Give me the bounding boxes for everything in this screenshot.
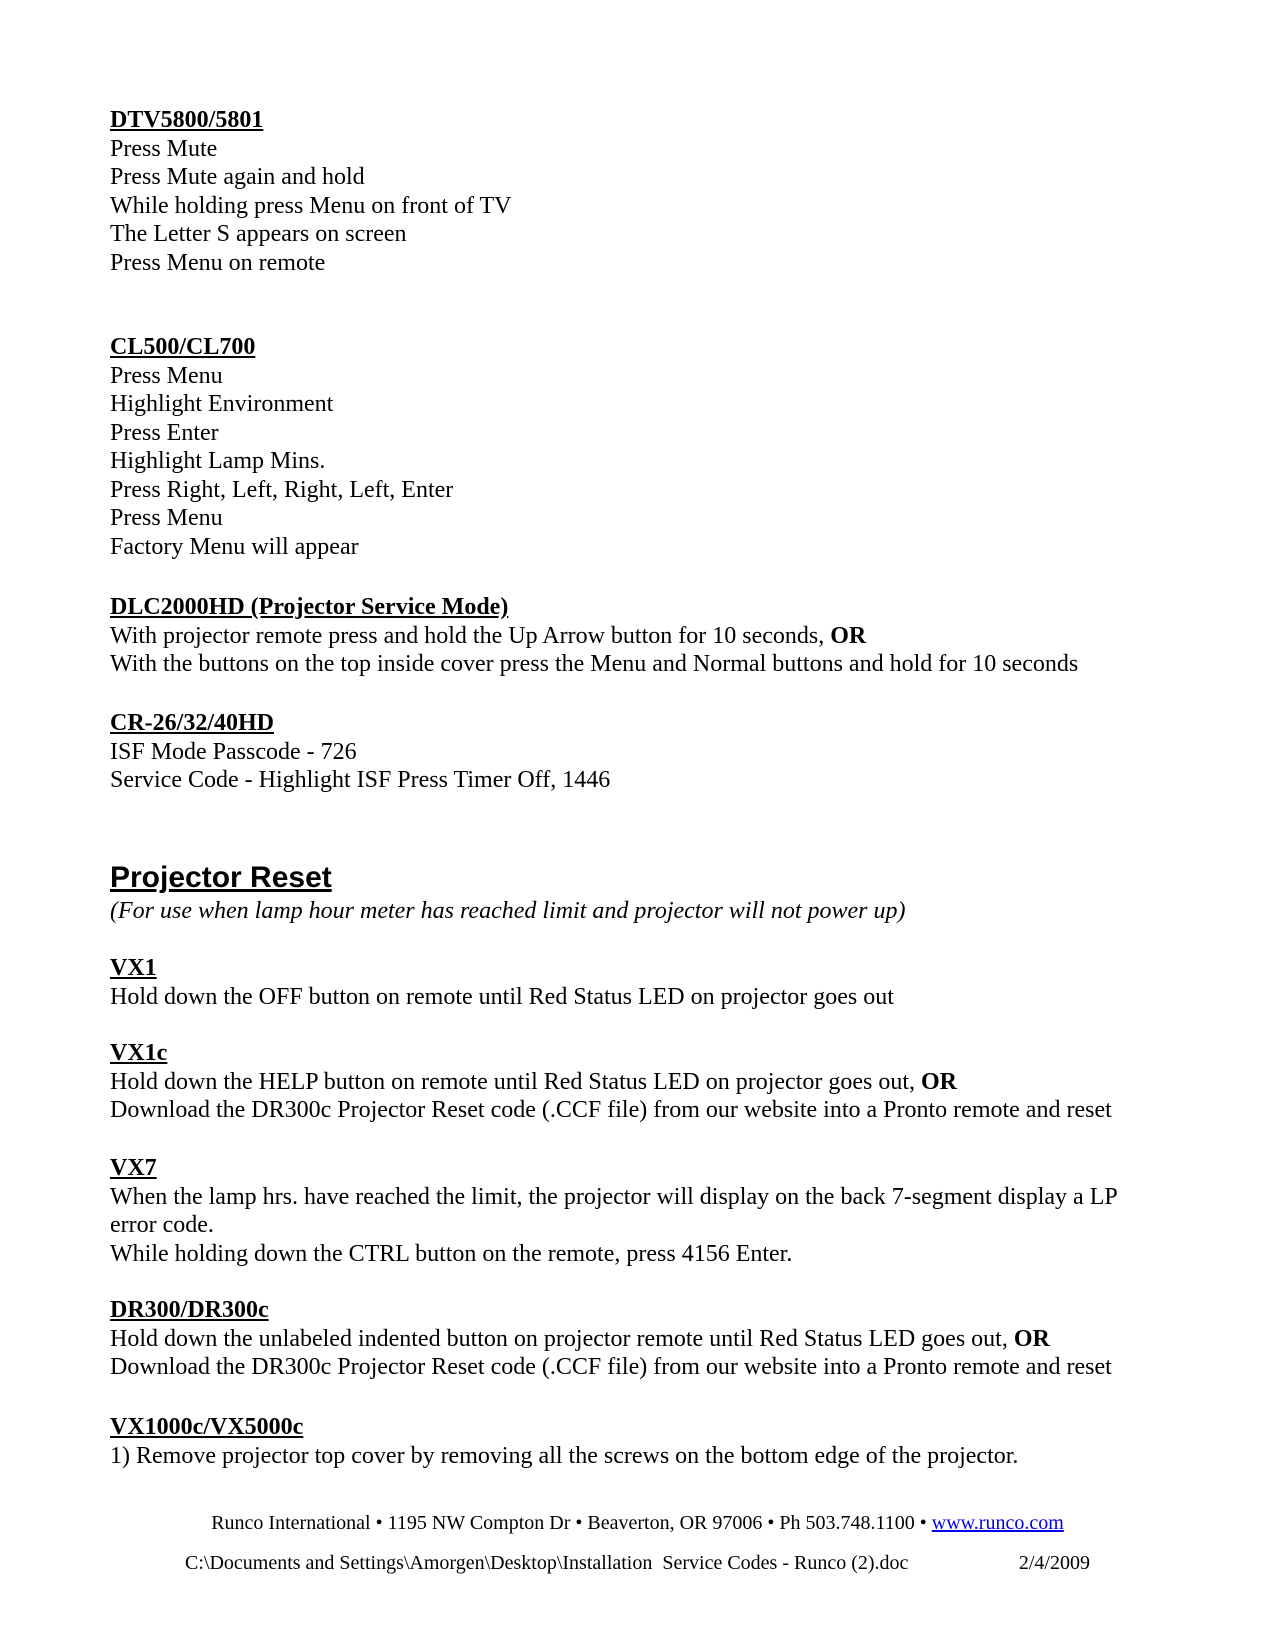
footer-date: 2/4/2009 xyxy=(1018,1552,1090,1574)
runco-website-link[interactable]: www.runco.com xyxy=(931,1512,1064,1534)
footer-file-path: C:\Documents and Settings\Amorgen\Desktop\Installation Service Codes - Runco (2).doc xyxy=(185,1552,909,1574)
section-vx1c xyxy=(110,1039,1220,1125)
instruction-line: With the buttons on the top inside cover press the Menu and Normal buttons and hold for 10 seconds xyxy=(110,651,1079,677)
section-heading: DTV5800/5801 xyxy=(110,107,264,133)
section-cr-26-32-40hd xyxy=(110,709,1220,795)
instruction-line: Highlight Lamp Mins. xyxy=(110,448,326,474)
instruction-line: Service Code - Highlight ISF Press Timer Off, 1446 xyxy=(110,767,611,793)
section-heading: CR-26/32/40HD xyxy=(110,710,274,736)
instruction-line: While holding press Menu on front of TV xyxy=(110,192,512,219)
section-heading: VX7 xyxy=(110,1155,157,1181)
bold-or-text: OR xyxy=(830,622,867,649)
instruction-line: The Letter S appears on screen xyxy=(110,221,407,247)
instruction-line: Press Enter xyxy=(110,419,219,446)
instruction-text: With projector remote press and hold the Up Arrow button for 10 seconds, xyxy=(110,622,831,649)
section-projector-reset xyxy=(110,859,1220,926)
instruction-line: Download the DR300c Projector Reset code (.CCF file) from our website into a Pronto remote and reset xyxy=(110,1354,1112,1380)
section-vx1 xyxy=(110,954,1220,1011)
instruction-line xyxy=(110,1068,1220,1097)
instruction-line: When the lamp hrs. have reached the limit, the projector will display on the back 7-segment display a LP xyxy=(110,1183,1118,1210)
instruction-line: ISF Mode Passcode - 726 xyxy=(110,738,357,765)
section-dtv5800-5801 xyxy=(110,106,1220,277)
section-heading: DLC2000HD (Projector Service Mode) xyxy=(110,594,509,620)
section-vx1000c-vx5000c xyxy=(110,1413,1220,1470)
instruction-line: While holding down the CTRL button on the remote, press 4156 Enter. xyxy=(110,1240,793,1267)
section-dr300-dr300c xyxy=(110,1296,1220,1382)
section-dlc2000hd xyxy=(110,593,1220,679)
section-cl500-cl700 xyxy=(110,333,1220,561)
instruction-line: Press Menu xyxy=(110,362,223,389)
footer-company-line xyxy=(110,1511,1165,1535)
section-heading: VX1c xyxy=(110,1040,168,1066)
instruction-line: Press Mute xyxy=(110,135,218,162)
projector-reset-heading: Projector Reset xyxy=(110,861,332,894)
instruction-line: Press Menu on remote xyxy=(110,249,326,276)
section-vx7 xyxy=(110,1154,1220,1268)
section-heading: VX1000c/VX5000c xyxy=(110,1414,304,1440)
instruction-text: Hold down the unlabeled indented button on projector remote until Red Status LED goes out, xyxy=(110,1325,1014,1352)
instruction-line: Press Mute again and hold xyxy=(110,164,365,190)
instruction-line xyxy=(110,1325,1220,1354)
footer-company-text: Runco International • 1195 NW Compton Dr • Beaverton, OR 97006 • Ph 503.748.1100 • xyxy=(211,1512,932,1534)
instruction-line: Factory Menu will appear xyxy=(110,533,359,560)
instruction-line: Download the DR300c Projector Reset code (.CCF file) from our website into a Pronto remote and reset xyxy=(110,1097,1112,1123)
projector-reset-note: (For use when lamp hour meter has reached limit and projector will not power up) xyxy=(110,898,906,924)
instruction-line xyxy=(110,622,1220,651)
instruction-line: Press Menu xyxy=(110,505,223,531)
instruction-line: error code. xyxy=(110,1212,214,1238)
instruction-line: Hold down the OFF button on remote until Red Status LED on projector goes out xyxy=(110,983,894,1010)
section-heading: CL500/CL700 xyxy=(110,334,256,360)
instruction-line: 1) Remove projector top cover by removing all the screws on the bottom edge of the projector. xyxy=(110,1442,1019,1469)
instruction-text: Hold down the HELP button on remote until Red Status LED on projector goes out, xyxy=(110,1068,922,1095)
instruction-line: Highlight Environment xyxy=(110,391,334,417)
section-heading: DR300/DR300c xyxy=(110,1297,269,1323)
section-heading: VX1 xyxy=(110,955,157,981)
instruction-line: Press Right, Left, Right, Left, Enter xyxy=(110,476,454,503)
bold-or-text: OR xyxy=(921,1068,958,1095)
bold-or-text: OR xyxy=(1013,1325,1050,1352)
